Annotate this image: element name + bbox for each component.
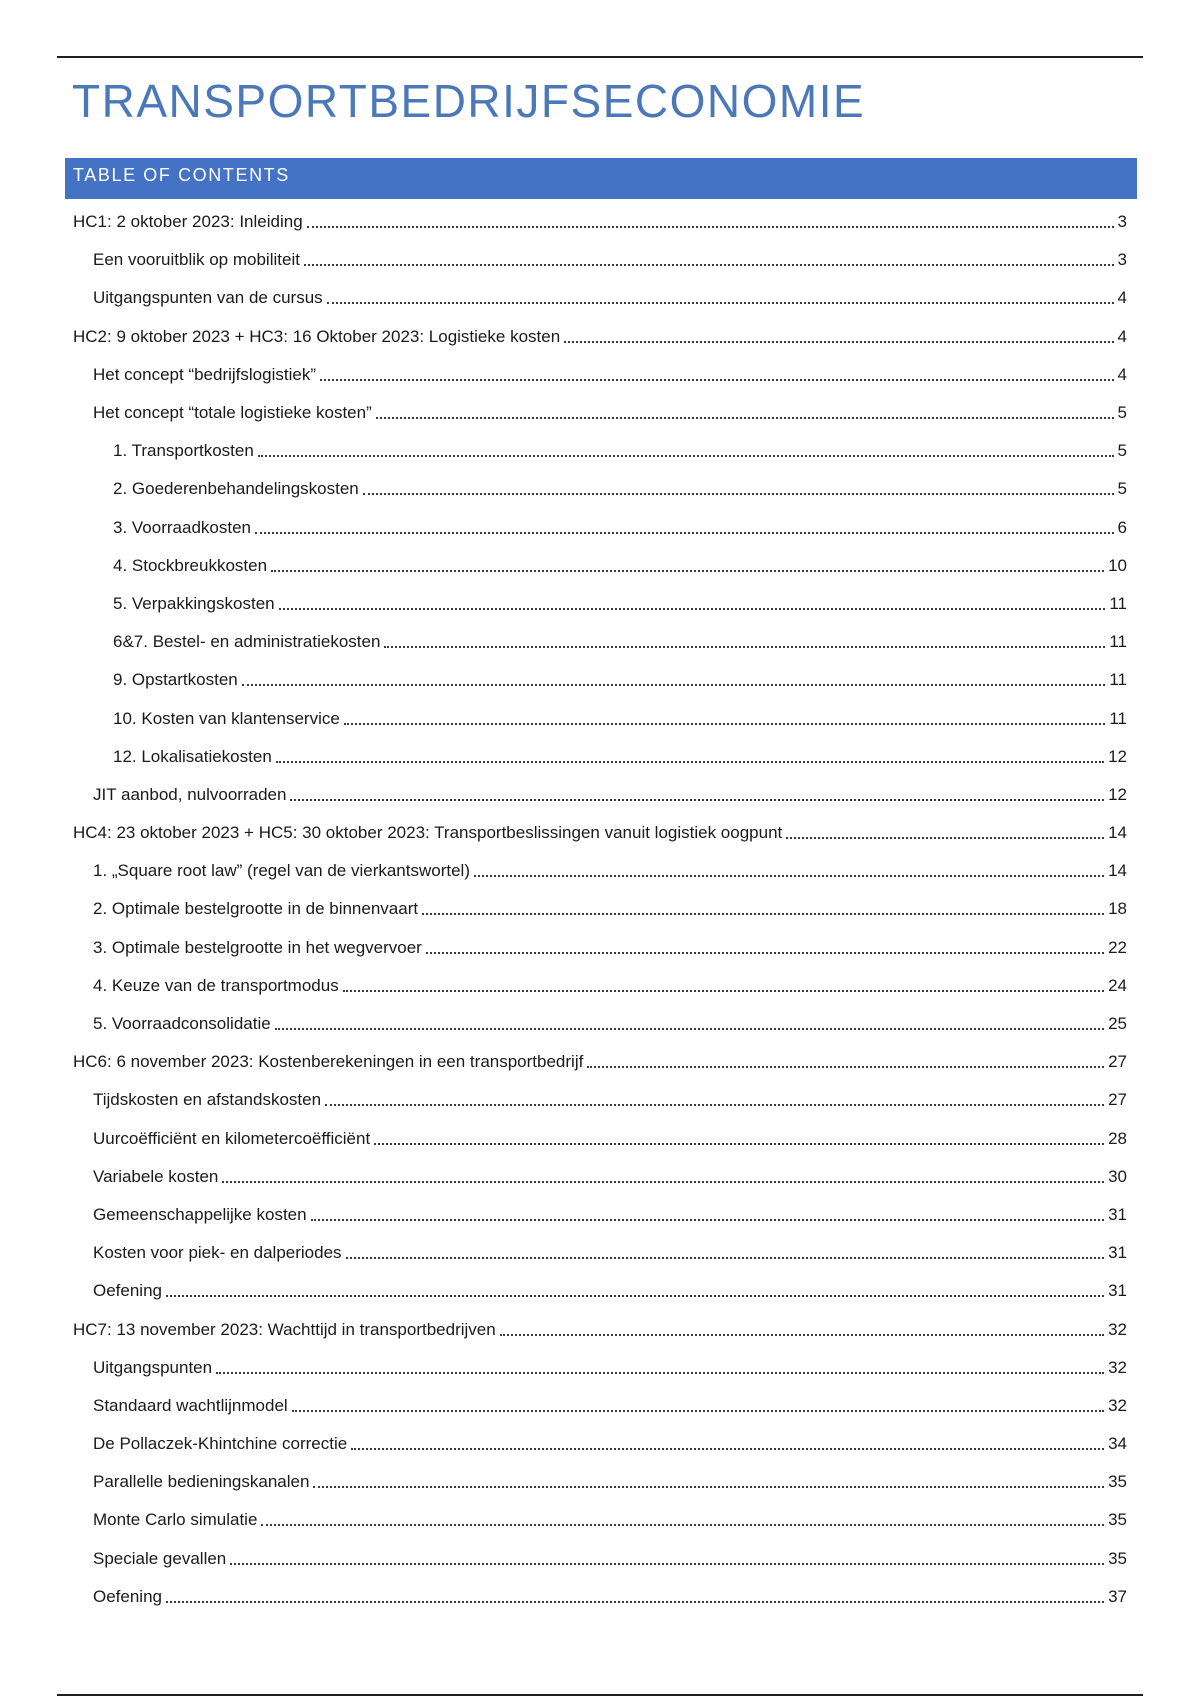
toc-dot-leader	[786, 837, 1104, 839]
toc-entry-title[interactable]: 5. Voorraadconsolidatie	[93, 1014, 271, 1034]
toc-entry[interactable]	[0, 585, 1200, 623]
toc-entry[interactable]	[0, 241, 1200, 279]
toc-dot-leader	[587, 1066, 1104, 1068]
toc-entry-title[interactable]: 3. Voorraadkosten	[113, 517, 251, 537]
toc-dot-leader	[376, 417, 1114, 419]
toc-page-number[interactable]: 34	[1108, 1434, 1127, 1454]
toc-entry-title[interactable]: HC7: 13 november 2023: Wachttijd in transportbedrijven	[73, 1319, 496, 1339]
toc-entry[interactable]	[0, 394, 1200, 432]
toc-entry-title[interactable]: Uurcoëfficiënt en kilometercoëfficiënt	[93, 1128, 371, 1148]
toc-page-number[interactable]: 5	[1117, 479, 1127, 499]
toc-entry-title[interactable]: HC1: 2 oktober 2023: Inleiding	[73, 212, 303, 232]
toc-entry-title[interactable]: Het concept “totale logistieke kosten”	[93, 403, 372, 423]
toc-entry-title[interactable]: 2. Goederenbehandelingskosten	[113, 479, 359, 499]
toc-page-number[interactable]: 32	[1108, 1357, 1127, 1377]
toc-entry[interactable]	[0, 1081, 1200, 1119]
toc-dot-leader	[271, 570, 1104, 572]
toc-entry[interactable]	[0, 1463, 1200, 1501]
toc-page-number[interactable]: 4	[1117, 364, 1127, 384]
toc-entry[interactable]	[0, 1272, 1200, 1310]
toc-page-number[interactable]: 30	[1108, 1166, 1127, 1186]
toc-entry-title[interactable]: 12. Lokalisatiekosten	[113, 746, 272, 766]
toc-page-number[interactable]: 12	[1108, 746, 1127, 766]
toc-page-number[interactable]: 14	[1108, 861, 1127, 881]
toc-page-number[interactable]: 27	[1108, 1090, 1127, 1110]
toc-dot-leader	[276, 761, 1104, 763]
toc-page-number[interactable]: 14	[1108, 823, 1127, 843]
toc-entry[interactable]	[0, 814, 1200, 852]
toc-entry-title[interactable]: Uitgangspunten	[93, 1357, 213, 1377]
toc-dot-leader	[304, 264, 1114, 266]
toc-dot-leader	[279, 608, 1106, 610]
toc-entry-title[interactable]: 1. „Square root law” (regel van de vierkantswortel)	[93, 861, 470, 881]
toc-entry[interactable]	[0, 929, 1200, 967]
toc-entry-title[interactable]: Speciale gevallen	[93, 1548, 227, 1568]
toc-page-number[interactable]: 32	[1108, 1395, 1127, 1415]
toc-entry-title[interactable]: 10. Kosten van klantenservice	[113, 708, 340, 728]
toc-dot-leader	[292, 1410, 1104, 1412]
toc-page-number[interactable]: 27	[1108, 1052, 1127, 1072]
bottom-rule	[57, 1694, 1143, 1696]
toc-dot-leader	[255, 532, 1114, 534]
toc-page-number[interactable]: 11	[1109, 708, 1127, 728]
toc-dot-leader	[363, 493, 1114, 495]
toc-dot-leader	[344, 723, 1106, 725]
toc-dot-leader	[258, 455, 1114, 457]
toc-dot-leader	[230, 1563, 1104, 1565]
toc-entry[interactable]	[0, 852, 1200, 890]
document-title: TRANSPORTBEDRIJFSECONOMIE	[72, 75, 866, 127]
toc-page-number[interactable]: 10	[1108, 555, 1127, 575]
toc-dot-leader	[351, 1448, 1104, 1450]
toc-entry[interactable]	[0, 1043, 1200, 1081]
toc-page-number[interactable]: 11	[1109, 632, 1127, 652]
toc-page-number[interactable]: 31	[1108, 1204, 1127, 1224]
toc-page-number[interactable]: 22	[1108, 937, 1127, 957]
toc-dot-leader	[346, 1257, 1105, 1259]
toc-entry[interactable]	[0, 890, 1200, 928]
toc-dot-leader	[325, 1104, 1104, 1106]
toc-entry-title[interactable]: Oefening	[93, 1586, 162, 1606]
toc-entry[interactable]	[0, 1349, 1200, 1387]
toc-dot-leader	[311, 1219, 1105, 1221]
toc-entry-title[interactable]: 4. Keuze van de transportmodus	[93, 975, 339, 995]
toc-dot-leader	[422, 913, 1104, 915]
toc-dot-leader	[290, 799, 1104, 801]
toc-entry-title[interactable]: 2. Optimale bestelgrootte in de binnenvaart	[93, 899, 419, 919]
toc-entry[interactable]	[0, 661, 1200, 699]
toc-page-number[interactable]: 37	[1108, 1586, 1127, 1606]
toc-dot-leader	[320, 379, 1114, 381]
toc-entry-title[interactable]: De Pollaczek-Khintchine correctie	[93, 1434, 348, 1454]
toc-entry-title[interactable]: Variabele kosten	[93, 1166, 219, 1186]
toc-dot-leader	[261, 1524, 1104, 1526]
toc-dot-leader	[343, 990, 1104, 992]
toc-entry[interactable]	[0, 1387, 1200, 1425]
toc-entry[interactable]	[0, 623, 1200, 661]
toc-entry-title[interactable]: Uitgangspunten van de cursus	[93, 288, 323, 308]
toc-page-number[interactable]: 4	[1117, 288, 1127, 308]
table-of-contents	[0, 203, 1200, 1616]
toc-entry-title[interactable]: Monte Carlo simulatie	[93, 1510, 258, 1530]
toc-page-number[interactable]: 12	[1108, 784, 1127, 804]
toc-dot-leader	[426, 952, 1104, 954]
toc-entry-title[interactable]: 4. Stockbreukkosten	[113, 555, 268, 575]
toc-entry-title[interactable]: HC2: 9 oktober 2023 + HC3: 16 Oktober 2023: Logistieke kosten	[73, 326, 561, 346]
toc-entry[interactable]	[0, 738, 1200, 776]
toc-entry-title[interactable]: HC4: 23 oktober 2023 + HC5: 30 oktober 2023: Transportbeslissingen vanuit logistiek oogpunt	[73, 823, 783, 843]
toc-entry-title[interactable]: Tijdskosten en afstandskosten	[93, 1090, 322, 1110]
toc-entry[interactable]	[0, 1540, 1200, 1578]
toc-entry-title[interactable]: 5. Verpakkingskosten	[113, 593, 275, 613]
toc-entry-title[interactable]: JIT aanbod, nulvoorraden	[93, 784, 287, 804]
toc-entry[interactable]	[0, 1234, 1200, 1272]
toc-entry-title[interactable]: Parallelle bedieningskanalen	[93, 1472, 310, 1492]
toc-entry-title[interactable]: 1. Transportkosten	[113, 441, 254, 461]
toc-dot-leader	[216, 1372, 1104, 1374]
toc-page-number[interactable]: 35	[1108, 1472, 1127, 1492]
toc-page-number[interactable]: 5	[1117, 441, 1127, 461]
toc-entry[interactable]	[0, 1120, 1200, 1158]
toc-dot-leader	[166, 1295, 1104, 1297]
toc-dot-leader	[313, 1486, 1104, 1488]
toc-entry-title[interactable]: HC6: 6 november 2023: Kostenberekeningen in een transportbedrijf	[73, 1052, 584, 1072]
toc-entry[interactable]	[0, 356, 1200, 394]
toc-entry[interactable]	[0, 470, 1200, 508]
toc-entry-title[interactable]: Gemeenschappelijke kosten	[93, 1204, 307, 1224]
toc-page-number[interactable]: 35	[1108, 1548, 1127, 1568]
toc-page-number[interactable]: 11	[1109, 593, 1127, 613]
toc-page-number[interactable]: 4	[1117, 326, 1127, 346]
toc-entry[interactable]	[0, 279, 1200, 317]
toc-dot-leader	[474, 875, 1104, 877]
top-rule	[57, 56, 1143, 58]
toc-page-number[interactable]: 35	[1108, 1510, 1127, 1530]
toc-entry[interactable]	[0, 432, 1200, 470]
toc-entry-title[interactable]: Kosten voor piek- en dalperiodes	[93, 1243, 342, 1263]
toc-dot-leader	[242, 684, 1106, 686]
toc-entry-title[interactable]: 3. Optimale bestelgrootte in het wegvervoer	[93, 937, 422, 957]
toc-entry-title[interactable]: 9. Opstartkosten	[113, 670, 238, 690]
toc-dot-leader	[222, 1181, 1104, 1183]
toc-entry[interactable]	[0, 203, 1200, 241]
toc-dot-leader	[275, 1028, 1104, 1030]
toc-entry-title[interactable]: Oefening	[93, 1281, 162, 1301]
toc-entry[interactable]	[0, 509, 1200, 547]
toc-dot-leader	[500, 1334, 1104, 1336]
toc-dot-leader	[384, 646, 1105, 648]
toc-page-number[interactable]: 6	[1117, 517, 1127, 537]
toc-entry[interactable]	[0, 1578, 1200, 1616]
toc-page-number[interactable]: 24	[1108, 975, 1127, 995]
toc-page-number[interactable]: 28	[1108, 1128, 1127, 1148]
toc-page-number[interactable]: 31	[1108, 1243, 1127, 1263]
toc-entry-title[interactable]: 6&7. Bestel- en administratiekosten	[113, 632, 381, 652]
toc-entry[interactable]	[0, 1196, 1200, 1234]
toc-page-number[interactable]: 3	[1117, 212, 1127, 232]
toc-entry[interactable]	[0, 547, 1200, 585]
toc-heading: TABLE OF CONTENTS	[65, 158, 1137, 199]
toc-page-number[interactable]: 25	[1108, 1014, 1127, 1034]
toc-page-number[interactable]: 18	[1108, 899, 1127, 919]
toc-entry[interactable]	[0, 318, 1200, 356]
toc-dot-leader	[307, 226, 1114, 228]
toc-page-number[interactable]: 11	[1109, 670, 1127, 690]
toc-dot-leader	[564, 341, 1113, 343]
toc-entry[interactable]	[0, 776, 1200, 814]
toc-dot-leader	[374, 1143, 1104, 1145]
toc-dot-leader	[327, 302, 1114, 304]
toc-entry[interactable]	[0, 699, 1200, 737]
toc-page-number[interactable]: 32	[1108, 1319, 1127, 1339]
toc-entry[interactable]	[0, 1158, 1200, 1196]
toc-page-number[interactable]: 5	[1117, 403, 1127, 423]
toc-entry[interactable]	[0, 1310, 1200, 1348]
toc-page-number[interactable]: 3	[1117, 250, 1127, 270]
toc-entry[interactable]	[0, 1005, 1200, 1043]
toc-entry[interactable]	[0, 1425, 1200, 1463]
toc-entry[interactable]	[0, 967, 1200, 1005]
toc-entry-title[interactable]: Het concept “bedrijfslogistiek”	[93, 364, 316, 384]
toc-entry-title[interactable]: Een vooruitblik op mobiliteit	[93, 250, 300, 270]
toc-entry-title[interactable]: Standaard wachtlijnmodel	[93, 1395, 288, 1415]
toc-dot-leader	[166, 1601, 1104, 1603]
toc-page-number[interactable]: 31	[1108, 1281, 1127, 1301]
toc-entry[interactable]	[0, 1501, 1200, 1539]
